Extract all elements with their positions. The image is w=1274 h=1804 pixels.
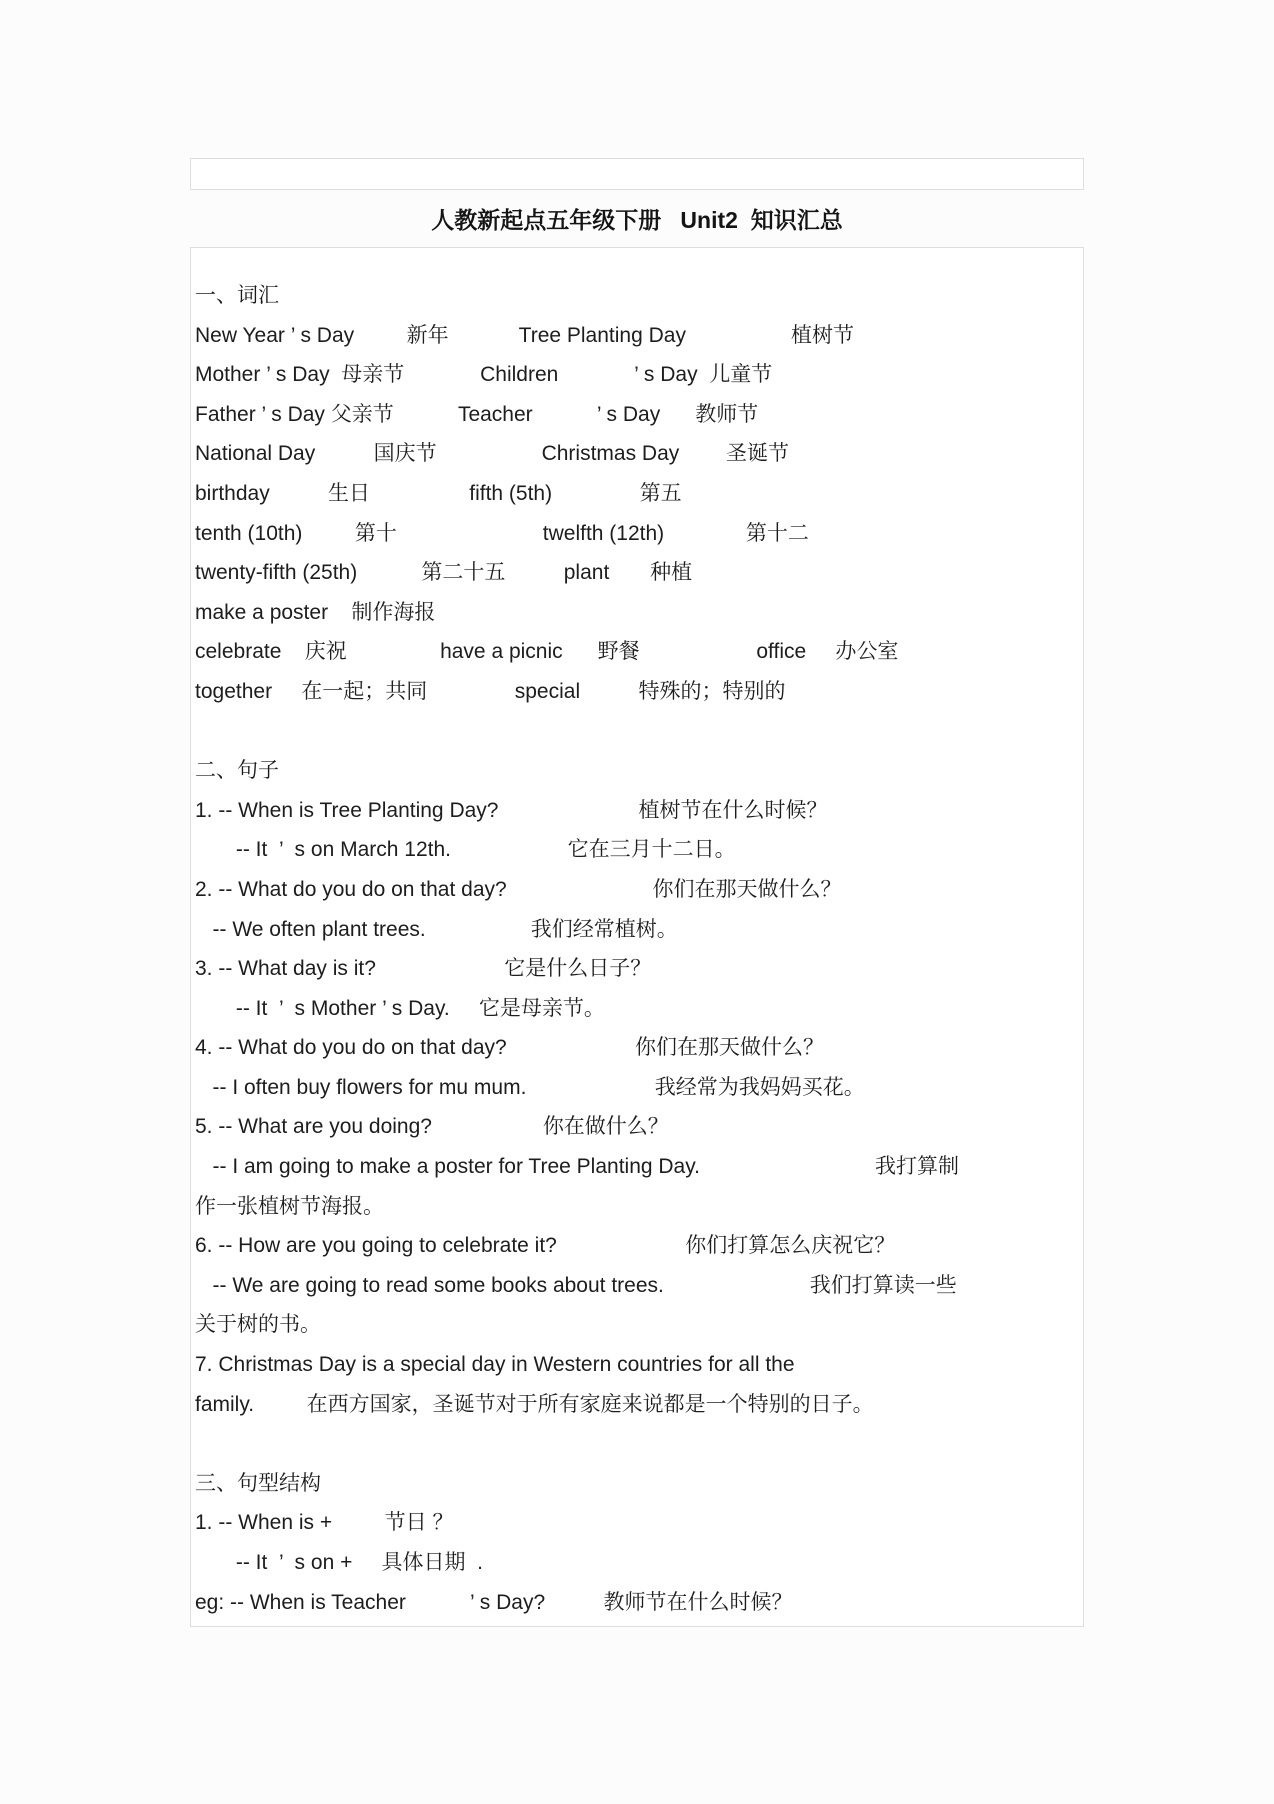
sentence-line: 关于树的书。	[195, 1313, 321, 1337]
vocab-line: twenty-fifth (25th) 第二十五 plant 种植	[195, 561, 693, 585]
vocab-line: National Day 国庆节 Christmas Day 圣诞节	[195, 442, 789, 466]
sentence-line: -- I am going to make a poster for Tree Planting Day. 我打算制	[195, 1155, 960, 1179]
vocab-line: birthday 生日 fifth (5th) 第五	[195, 481, 682, 505]
sentence-line: 作一张植树节海报。	[195, 1194, 384, 1218]
vocab-line: make a poster 制作海报	[195, 600, 436, 624]
sentence-line: -- We are going to read some books about trees. 我们打算读一些	[195, 1273, 957, 1297]
pattern-line: 1. -- When is + 节日 ？	[195, 1511, 454, 1535]
blank-line	[195, 1424, 1079, 1464]
sentence-line: 2. -- What do you do on that day? 你们在那天做什么？	[195, 877, 842, 901]
pattern-line: eg: -- When is Teacher ’ s Day? 教师节在什么时候？	[195, 1590, 793, 1614]
pattern-line: -- It ’ s on + 具体日期 .	[195, 1551, 484, 1574]
vocab-line: Mother ’ s Day 母亲节 Children ’ s Day 儿童节	[195, 363, 773, 387]
vocab-line: New Year ’ s Day 新年 Tree Planting Day 植树节	[195, 323, 854, 347]
vocab-line: tenth (10th) 第十 twelfth (12th) 第十二	[195, 521, 809, 545]
vocab-line: together 在一起；共同 special 特殊的；特别的	[195, 679, 786, 703]
section-heading-vocabulary: 一、词汇	[195, 284, 279, 307]
document-title: 人教新起点五年级下册 Unit2 知识汇总	[431, 207, 843, 233]
sentence-line: 3. -- What day is it? 它是什么日子？	[195, 957, 652, 981]
sentence-line: 6. -- How are you going to celebrate it? 你们打算怎么庆祝它？	[195, 1234, 896, 1258]
previous-page-bottom-strip	[190, 158, 1084, 190]
sentence-line: 7. Christmas Day is a special day in Western countries for all the	[195, 1353, 795, 1377]
sentence-line: -- I often buy flowers for mu mum. 我经常为我妈妈买花。	[195, 1075, 865, 1099]
vocab-line: celebrate 庆祝 have a picnic 野餐 office 办公室	[195, 640, 899, 664]
sentence-line: -- It ’ s Mother ’ s Day. 它是母亲节。	[195, 996, 605, 1020]
vocab-line: Father ’ s Day 父亲节 Teacher ’ s Day 教师节	[195, 402, 759, 426]
section-heading-sentences: 二、句子	[195, 759, 279, 783]
sentence-line: 5. -- What are you doing? 你在做什么？	[195, 1115, 669, 1139]
sentence-line: family. 在西方国家，圣诞节对于所有家庭来说都是一个特别的日子。	[195, 1392, 874, 1416]
document-page	[190, 247, 1084, 1627]
title-band	[190, 190, 1084, 247]
sentence-line: -- We often plant trees. 我们经常植树。	[195, 917, 678, 941]
section-heading-sentence-patterns: 三、句型结构	[195, 1471, 321, 1495]
blank-line	[195, 712, 1079, 752]
sentence-line: 1. -- When is Tree Planting Day? 植树节在什么时候？	[195, 798, 828, 822]
sentence-line: 4. -- What do you do on that day? 你们在那天做什么？	[195, 1036, 825, 1060]
sentence-line: -- It ’ s on March 12th. 它在三月十二日。	[195, 838, 736, 862]
